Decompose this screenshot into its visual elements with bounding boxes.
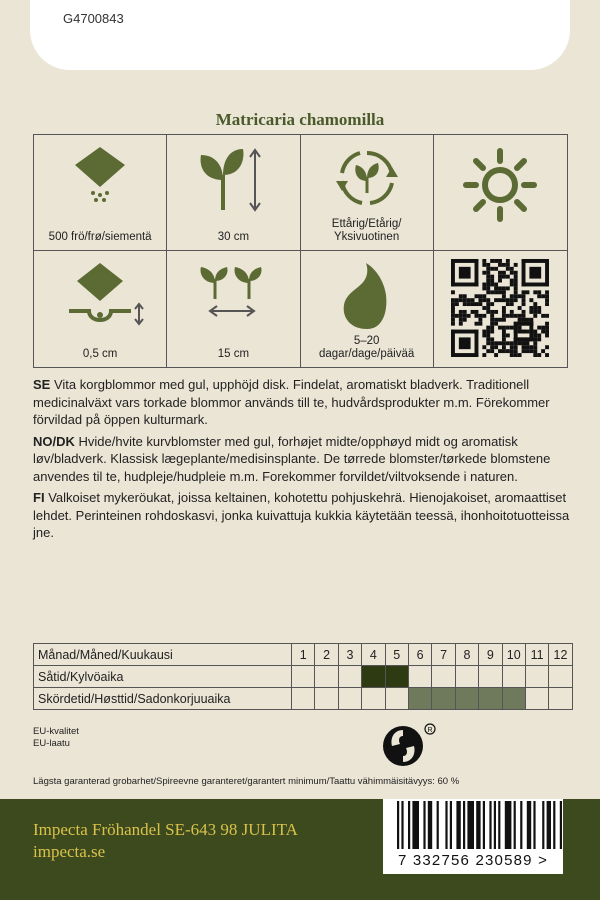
product-code: G4700843 [63, 11, 124, 26]
harvest-month-2 [315, 688, 338, 710]
footer [0, 799, 600, 900]
calendar-header-row [34, 644, 573, 666]
harvest-month-11 [525, 688, 548, 710]
barcode-number: 7 332756 230589 > [383, 849, 563, 873]
eu-quality: EU-kvalitet EU-laatu [33, 726, 79, 749]
cell-lifecycle [301, 135, 434, 251]
seed-packet-icon [65, 145, 135, 211]
germination-guarantee: Lägsta garanterad grobarhet/Spireevne garanteret/garantert minimum/Taattu vähimmäisitävyys: 60 % [33, 776, 460, 787]
month-9: 9 [479, 644, 502, 666]
cell-qr [434, 251, 567, 367]
description-se: SE Vita korgblommor med gul, upphöjd disk. Findelat, aromatiskt bladverk. Traditionell medicinalväxt vars torkade blommor används till te, hudvårdsprodukter m.m. Förekommer förvildad på öppen kulturmark. [33, 377, 550, 427]
company-info [33, 819, 298, 863]
harvest-row [34, 688, 573, 710]
germination-seed-icon [332, 261, 402, 331]
green-dot-recycle-icon [380, 722, 436, 768]
sowing-month-9 [479, 666, 502, 688]
month-12: 12 [549, 644, 572, 666]
sowing-row [34, 666, 573, 688]
month-8: 8 [455, 644, 478, 666]
cell-depth [34, 251, 167, 367]
month-6: 6 [408, 644, 431, 666]
harvest-label: Skördetid/Høsttid/Sadonkorjuuaika [34, 688, 292, 710]
cell-height [167, 135, 300, 251]
sowing-month-10 [502, 666, 525, 688]
spacing-label: 15 cm [217, 348, 250, 360]
harvest-month-5 [385, 688, 408, 710]
cell-seeds [34, 135, 167, 251]
annual-cycle-icon [332, 145, 402, 211]
harvest-month-6 [408, 688, 431, 710]
description-fi: FI Valkoiset mykeröukat, joissa keltainen, kohotettu pohjuskehrä. Hienojakoiset, aromaattiset lehdet. Perinteinen rohdoskasvi, jonka kuivattuja kukkia käytetään teessä, ihonhoitotuotteissa jne. [33, 490, 570, 540]
sowing-month-11 [525, 666, 548, 688]
svg-text:R: R [427, 727, 433, 734]
sowing-calendar [33, 643, 573, 710]
sowing-month-7 [432, 666, 455, 688]
month-7: 7 [432, 644, 455, 666]
sowing-month-3 [338, 666, 361, 688]
sowing-label: Såtid/Kylvöaika [34, 666, 292, 688]
harvest-month-3 [338, 688, 361, 710]
sowing-month-2 [315, 666, 338, 688]
plant-height-icon [193, 145, 273, 215]
sowing-month-12 [549, 666, 572, 688]
month-5: 5 [385, 644, 408, 666]
calendar-header-label: Månad/Måned/Kuukausi [34, 644, 292, 666]
sowing-month-4 [362, 666, 385, 688]
harvest-month-10 [502, 688, 525, 710]
harvest-month-8 [455, 688, 478, 710]
sowing-month-1 [292, 666, 315, 688]
month-10: 10 [502, 644, 525, 666]
month-11: 11 [525, 644, 548, 666]
seeds-label: 500 frö/frø/siementä [48, 231, 152, 243]
cell-germination [301, 251, 434, 367]
sowing-month-5 [385, 666, 408, 688]
barcode-bars-icon [383, 799, 563, 855]
latin-name: Matricaria chamomilla [215, 110, 385, 129]
cell-spacing [167, 251, 300, 367]
qr-code-icon[interactable] [451, 259, 549, 357]
sowing-month-6 [408, 666, 431, 688]
harvest-month-9 [479, 688, 502, 710]
company-website[interactable]: impecta.se [33, 842, 106, 861]
description-nodk: NO/DK Hvide/hvite kurvblomster med gul, forhøjet midte/opphøyd midt og aromatisk løv/bladverk. Klassisk lægeplante/medisinsplante. De tørrede blomster/tørkede blomstene anvendes til te, hudpleje/hudpleie m.m. Forekommer forvildet/viltvoksende i naturen. [33, 433, 551, 484]
plant-spacing-icon [193, 261, 273, 321]
harvest-month-12 [549, 688, 572, 710]
icon-grid [33, 134, 568, 368]
harvest-month-7 [432, 688, 455, 710]
sowing-depth-icon [55, 261, 145, 331]
full-sun-icon [460, 145, 540, 225]
description [33, 376, 573, 546]
depth-label: 0,5 cm [82, 348, 118, 360]
cell-sun [434, 135, 567, 251]
month-3: 3 [338, 644, 361, 666]
lifecycle-label: Ettårig/Etårig/ Yksivuotinen [331, 218, 402, 243]
month-2: 2 [315, 644, 338, 666]
harvest-month-1 [292, 688, 315, 710]
month-4: 4 [362, 644, 385, 666]
company-name: Impecta Fröhandel SE-643 98 JULITA [33, 820, 298, 839]
germination-label: 5–20 dagar/dage/päivää [318, 335, 415, 360]
harvest-month-4 [362, 688, 385, 710]
sowing-month-8 [455, 666, 478, 688]
month-1: 1 [292, 644, 315, 666]
height-label: 30 cm [217, 231, 250, 243]
